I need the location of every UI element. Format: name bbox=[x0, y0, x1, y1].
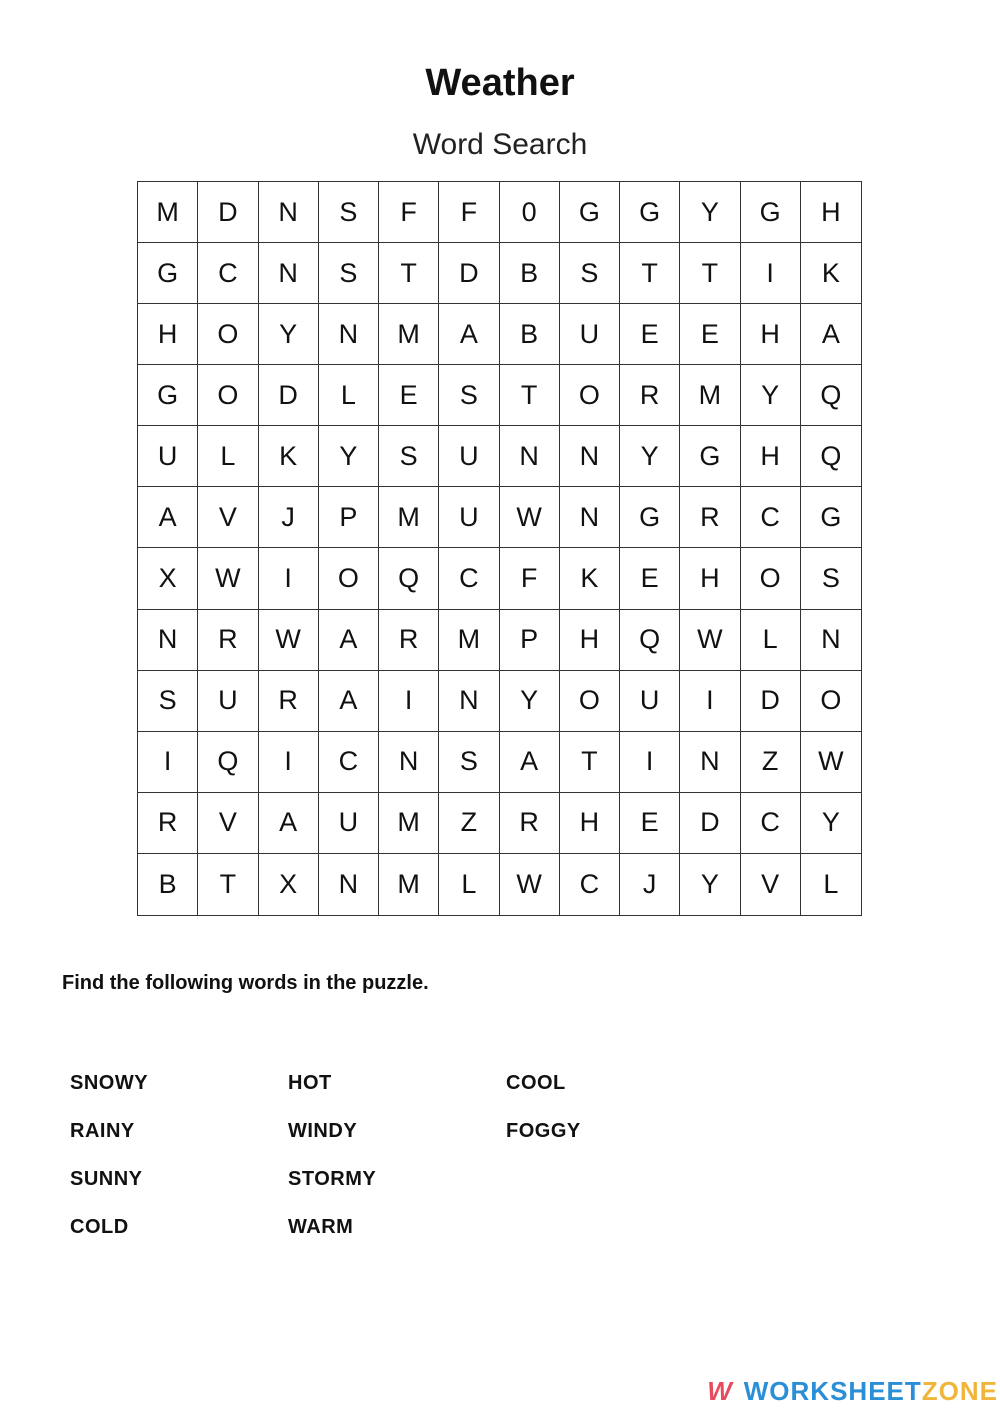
grid-cell[interactable]: S bbox=[319, 243, 379, 304]
grid-cell[interactable]: N bbox=[259, 182, 319, 243]
grid-cell[interactable]: Q bbox=[801, 426, 861, 487]
grid-cell[interactable]: T bbox=[560, 732, 620, 793]
worksheetzone-logo bbox=[707, 1376, 998, 1407]
grid-cell[interactable]: M bbox=[379, 793, 439, 854]
grid-cell[interactable]: S bbox=[439, 732, 499, 793]
grid-cell[interactable]: S bbox=[138, 671, 198, 732]
grid-cell[interactable]: O bbox=[198, 304, 258, 365]
grid-cell[interactable]: M bbox=[379, 854, 439, 915]
grid-cell[interactable]: Q bbox=[620, 610, 680, 671]
grid-cell[interactable]: W bbox=[500, 854, 560, 915]
grid-cell[interactable]: H bbox=[801, 182, 861, 243]
word-list-item: COOL bbox=[506, 1072, 566, 1094]
grid-cell[interactable]: Y bbox=[319, 426, 379, 487]
grid-cell[interactable]: W bbox=[198, 548, 258, 609]
grid-cell[interactable]: T bbox=[680, 243, 740, 304]
grid-cell[interactable]: S bbox=[319, 182, 379, 243]
grid-cell[interactable]: L bbox=[439, 854, 499, 915]
grid-cell[interactable]: N bbox=[138, 610, 198, 671]
grid-cell[interactable]: I bbox=[680, 671, 740, 732]
grid-cell[interactable]: H bbox=[741, 304, 801, 365]
grid-cell[interactable]: V bbox=[741, 854, 801, 915]
grid-cell[interactable]: O bbox=[560, 671, 620, 732]
grid-cell[interactable]: D bbox=[439, 243, 499, 304]
grid-cell[interactable]: E bbox=[620, 548, 680, 609]
grid-cell[interactable]: D bbox=[680, 793, 740, 854]
grid-cell[interactable]: G bbox=[560, 182, 620, 243]
grid-cell[interactable]: Q bbox=[801, 365, 861, 426]
grid-cell[interactable]: V bbox=[198, 793, 258, 854]
grid-cell[interactable]: B bbox=[500, 243, 560, 304]
grid-cell[interactable]: L bbox=[823, 868, 839, 899]
grid-cell[interactable]: Y bbox=[500, 671, 560, 732]
grid-cell[interactable]: A bbox=[319, 671, 379, 732]
grid-cell[interactable]: C bbox=[439, 548, 499, 609]
grid-cell[interactable]: Y bbox=[741, 365, 801, 426]
grid-cell[interactable]: D bbox=[741, 671, 801, 732]
grid-cell[interactable]: W bbox=[259, 610, 319, 671]
grid-cell[interactable]: O bbox=[741, 548, 801, 609]
grid-cell[interactable]: K bbox=[259, 426, 319, 487]
grid-cell[interactable]: Y bbox=[259, 304, 319, 365]
grid-cell[interactable]: B bbox=[138, 854, 198, 915]
word-list-item: COLD bbox=[70, 1216, 129, 1238]
grid-cell[interactable]: L bbox=[198, 426, 258, 487]
grid-cell[interactable]: X bbox=[259, 854, 319, 915]
grid-cell[interactable]: P bbox=[319, 487, 379, 548]
grid-cell[interactable]: F bbox=[379, 182, 439, 243]
word-list-item: SUNNY bbox=[70, 1168, 143, 1190]
word-list-item: WARM bbox=[288, 1216, 354, 1238]
logo-text-b: ZONE bbox=[921, 1376, 998, 1406]
grid-cell[interactable]: A bbox=[259, 793, 319, 854]
grid-cell[interactable]: A bbox=[500, 732, 560, 793]
grid-cell[interactable]: X bbox=[138, 548, 198, 609]
grid-cell[interactable]: T bbox=[620, 243, 680, 304]
grid-cell[interactable]: G bbox=[801, 487, 861, 548]
grid-cell[interactable]: R bbox=[198, 610, 258, 671]
grid-cell[interactable]: C bbox=[198, 243, 258, 304]
logo-text bbox=[744, 1376, 998, 1407]
grid-cell[interactable]: C bbox=[319, 732, 379, 793]
grid-cell[interactable]: N bbox=[319, 304, 379, 365]
grid-cell[interactable]: A bbox=[319, 610, 379, 671]
grid-cell[interactable]: R bbox=[680, 487, 740, 548]
grid-cell[interactable]: I bbox=[741, 243, 801, 304]
grid-cell[interactable]: N bbox=[319, 854, 379, 915]
grid-cell[interactable]: C bbox=[741, 793, 801, 854]
grid-cell[interactable]: N bbox=[439, 671, 499, 732]
grid-cell[interactable]: W bbox=[500, 487, 560, 548]
page-subtitle: Word Search bbox=[412, 128, 588, 161]
grid-cell[interactable]: S bbox=[379, 426, 439, 487]
grid-cell[interactable]: I bbox=[259, 732, 319, 793]
grid-cell[interactable]: E bbox=[379, 365, 439, 426]
grid-cell[interactable]: 0 bbox=[500, 182, 560, 243]
grid-cell[interactable]: F bbox=[500, 548, 560, 609]
grid-cell[interactable]: T bbox=[198, 854, 258, 915]
grid-cell[interactable]: J bbox=[620, 854, 680, 915]
grid-cell[interactable]: N bbox=[500, 426, 560, 487]
grid-cell[interactable]: H bbox=[138, 304, 198, 365]
grid-cell[interactable]: Q bbox=[379, 548, 439, 609]
grid-cell[interactable]: M bbox=[439, 610, 499, 671]
grid-cell[interactable]: D bbox=[259, 365, 319, 426]
grid-cell[interactable]: O bbox=[560, 365, 620, 426]
grid-cell[interactable]: S bbox=[439, 365, 499, 426]
grid-cell[interactable]: W bbox=[680, 610, 740, 671]
grid-cell[interactable]: U bbox=[439, 487, 499, 548]
grid-cell[interactable]: L bbox=[319, 365, 379, 426]
grid-cell[interactable]: L bbox=[741, 610, 801, 671]
grid-cell[interactable]: Z bbox=[439, 793, 499, 854]
grid-cell[interactable]: E bbox=[620, 304, 680, 365]
grid-cell[interactable]: T bbox=[379, 243, 439, 304]
grid-cell[interactable]: H bbox=[741, 426, 801, 487]
grid-cell[interactable]: A bbox=[439, 304, 499, 365]
word-list-item: WINDY bbox=[288, 1120, 358, 1142]
word-search-grid bbox=[137, 181, 862, 916]
logo-mark-icon: W bbox=[707, 1376, 732, 1406]
grid-cell[interactable]: A bbox=[801, 304, 861, 365]
grid-cell[interactable]: S bbox=[801, 548, 861, 609]
word-list-item: HOT bbox=[288, 1072, 332, 1094]
grid-cell[interactable]: R bbox=[138, 793, 198, 854]
grid-cell[interactable]: U bbox=[198, 671, 258, 732]
grid-cell[interactable]: R bbox=[379, 610, 439, 671]
grid-cell[interactable]: N bbox=[560, 487, 620, 548]
word-list-item: FOGGY bbox=[506, 1120, 581, 1142]
grid-cell[interactable]: Q bbox=[198, 732, 258, 793]
grid-cell[interactable]: B bbox=[500, 304, 560, 365]
grid-cell[interactable]: Z bbox=[741, 732, 801, 793]
grid-cell[interactable]: C bbox=[741, 487, 801, 548]
grid-cell[interactable]: S bbox=[560, 243, 620, 304]
grid-cell[interactable]: H bbox=[560, 793, 620, 854]
grid-cell[interactable]: N bbox=[801, 610, 861, 671]
grid-cell[interactable]: I bbox=[138, 732, 198, 793]
grid-cell[interactable]: T bbox=[500, 365, 560, 426]
grid-cell[interactable]: K bbox=[801, 243, 861, 304]
grid-cell[interactable]: Y bbox=[680, 182, 740, 243]
grid-cell[interactable]: G bbox=[680, 426, 740, 487]
grid-cell[interactable]: G bbox=[138, 365, 198, 426]
grid-cell[interactable]: U bbox=[620, 671, 680, 732]
grid-cell[interactable]: Y bbox=[801, 793, 861, 854]
grid-cell[interactable]: O bbox=[198, 365, 258, 426]
grid-cell[interactable]: M bbox=[138, 182, 198, 243]
word-list bbox=[70, 1072, 724, 1264]
grid-cell[interactable]: U bbox=[138, 426, 198, 487]
grid-cell[interactable]: R bbox=[620, 365, 680, 426]
grid-cell[interactable]: J bbox=[259, 487, 319, 548]
word-list-item: STORMY bbox=[288, 1168, 377, 1190]
grid-cell[interactable]: G bbox=[620, 182, 680, 243]
grid-cell[interactable]: U bbox=[319, 793, 379, 854]
word-list-item: RAINY bbox=[70, 1120, 135, 1142]
grid-cell[interactable]: O bbox=[801, 671, 861, 732]
grid-cell[interactable]: W bbox=[801, 732, 861, 793]
grid-cell[interactable]: N bbox=[560, 426, 620, 487]
grid-cell[interactable]: M bbox=[680, 365, 740, 426]
grid-cell[interactable]: Y bbox=[620, 426, 680, 487]
grid-cell[interactable]: E bbox=[680, 304, 740, 365]
grid-cell[interactable]: G bbox=[620, 487, 680, 548]
instructions: Find the following words in the puzzle. bbox=[62, 972, 429, 994]
grid-cell[interactable]: P bbox=[500, 610, 560, 671]
grid-cell[interactable]: G bbox=[138, 243, 198, 304]
grid-cell[interactable]: O bbox=[319, 548, 379, 609]
grid-cell[interactable]: I bbox=[620, 732, 680, 793]
grid-cell[interactable]: N bbox=[680, 732, 740, 793]
grid-cell[interactable]: R bbox=[500, 793, 560, 854]
grid-cell[interactable]: U bbox=[439, 426, 499, 487]
grid-cell[interactable]: F bbox=[439, 182, 499, 243]
grid-cell[interactable]: K bbox=[560, 548, 620, 609]
grid-cell[interactable]: N bbox=[259, 243, 319, 304]
word-list-item: SNOWY bbox=[70, 1072, 149, 1094]
grid-cell[interactable]: N bbox=[379, 732, 439, 793]
grid-cell[interactable]: M bbox=[379, 487, 439, 548]
grid-cell[interactable]: V bbox=[198, 487, 258, 548]
page-title: Weather bbox=[425, 62, 575, 104]
grid-cell[interactable]: R bbox=[259, 671, 319, 732]
grid-cell[interactable]: H bbox=[680, 548, 740, 609]
grid-cell[interactable]: H bbox=[560, 610, 620, 671]
grid-cell[interactable]: I bbox=[379, 671, 439, 732]
grid-cell[interactable]: U bbox=[560, 304, 620, 365]
grid-cell[interactable]: C bbox=[560, 854, 620, 915]
grid-cell[interactable]: M bbox=[379, 304, 439, 365]
grid-cell[interactable]: Y bbox=[680, 854, 740, 915]
logo-text-a: WORKSHEET bbox=[743, 1376, 922, 1406]
grid-cell[interactable]: G bbox=[741, 182, 801, 243]
grid-cell[interactable]: I bbox=[259, 548, 319, 609]
grid-cell[interactable]: E bbox=[620, 793, 680, 854]
grid-cell[interactable]: D bbox=[198, 182, 258, 243]
grid-cell[interactable]: A bbox=[138, 487, 198, 548]
